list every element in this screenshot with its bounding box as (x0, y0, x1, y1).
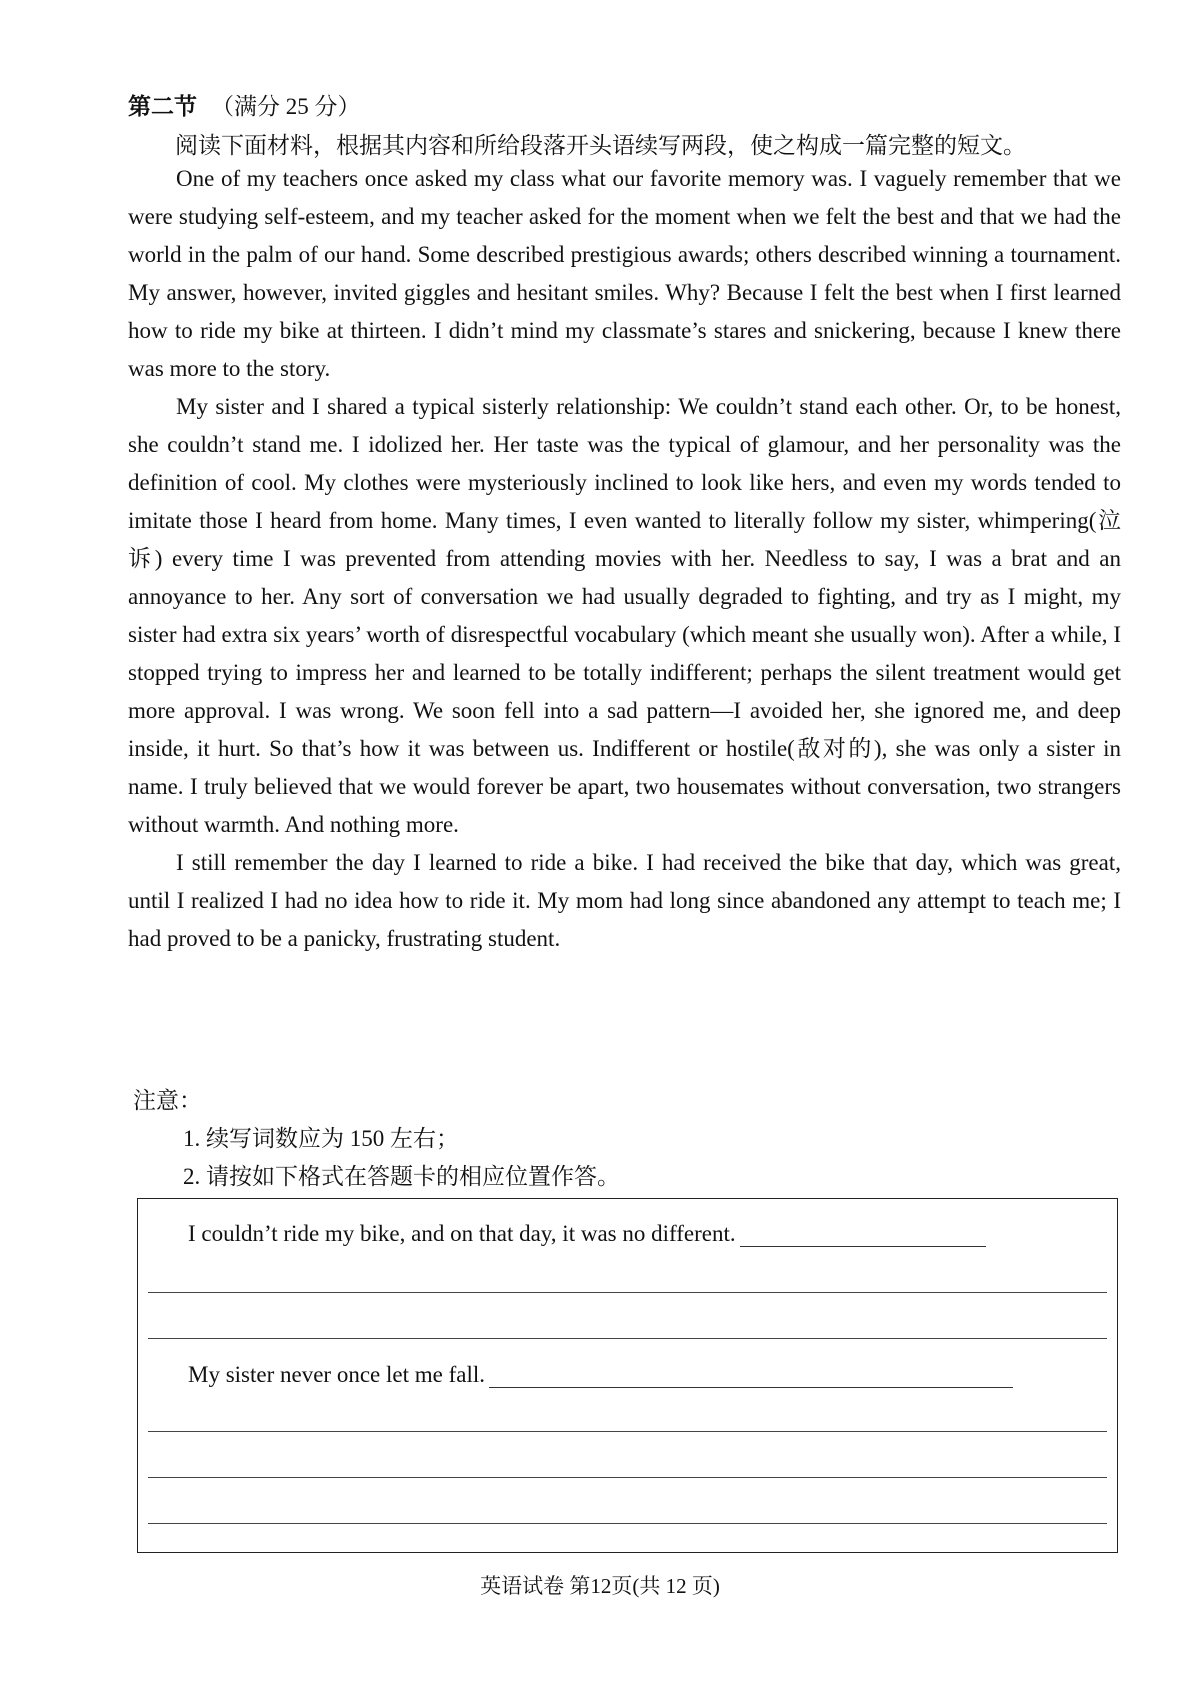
prompt-2-text: My sister never once let me fall. (188, 1362, 485, 1387)
note-item-2: 2. 请按如下格式在答题卡的相应位置作答。 (183, 1164, 620, 1189)
writing-line[interactable] (148, 1523, 1107, 1524)
section-header (128, 88, 361, 121)
answer-box (137, 1198, 1118, 1553)
passage-paragraph-2: My sister and I shared a typical sisterly relationship: We couldn’t stand each other. Or, to be honest, she couldn’t stand me. I idolized her. Her taste was the typical of glamour, and her personality was the definition of cool. My clothes were mysteriously inclined to look like hers, and even my words tended to imitate those I heard from home. Many times, I even wanted to literally follow my sister, whimpering(泣诉) every time I was prevented from attending movies with her. Needless to say, I was a brat and an annoyance to her. Any sort of conversation we had usually degraded to fighting, and try as I might, my sister had extra six years’ worth of disrespectful vocabulary (which meant she usually won). After a while, I stopped trying to impress her and learned to be totally indifferent; perhaps the silent treatment would get more approval. I was wrong. We soon fell into a sad pattern—I avoided her, she ignored me, and deep inside, it hurt. So that’s how it was between us. Indifferent or hostile(敌对的), she was only a sister in name. I truly believed that we would forever be apart, two housemates without conversation, two strangers without warmth. And nothing more. (128, 394, 1121, 837)
notes-label: 注意： (133, 1088, 202, 1113)
writing-line[interactable] (148, 1292, 1107, 1293)
writing-line[interactable] (148, 1431, 1107, 1432)
section-score: （满分 25 分） (211, 94, 361, 119)
writing-line[interactable] (148, 1338, 1107, 1339)
page-footer: 英语试卷 第12页(共 12 页) (480, 1574, 720, 1598)
continuation-prompt-1 (188, 1221, 986, 1247)
passage-paragraph-1: One of my teachers once asked my class what our favorite memory was. I vaguely remember that we were studying self-esteem, and my teacher asked for the moment when we felt the best and that we had the world in the palm of our hand. Some described prestigious awards; others described winning a tournament. My answer, however, invited giggles and hesitant smiles. Why? Because I felt the best when I first learned how to ride my bike at thirteen. I didn’t mind my classmate’s stares and snickering, because I knew there was more to the story. (128, 166, 1121, 381)
section-title: 第二节 (128, 94, 197, 119)
writing-line[interactable] (148, 1477, 1107, 1478)
writing-blank-2[interactable] (489, 1363, 1013, 1388)
instruction-text: 阅读下面材料，根据其内容和所给段落开头语续写两段，使之构成一篇完整的短文。 (175, 133, 1026, 158)
prompt-1-text: I couldn’t ride my bike, and on that day, it was no different. (188, 1221, 736, 1246)
reading-passage (128, 160, 1121, 958)
continuation-prompt-2 (188, 1362, 1013, 1388)
writing-blank-1[interactable] (740, 1222, 986, 1247)
passage-paragraph-3: I still remember the day I learned to ride a bike. I had received the bike that day, which was great, until I realized I had no idea how to ride it. My mom had long since abandoned any attempt to teach me; I had proved to be a panicky, frustrating student. (128, 850, 1121, 951)
notes-section (133, 1082, 620, 1196)
note-item-1: 1. 续写词数应为 150 左右； (183, 1126, 459, 1151)
